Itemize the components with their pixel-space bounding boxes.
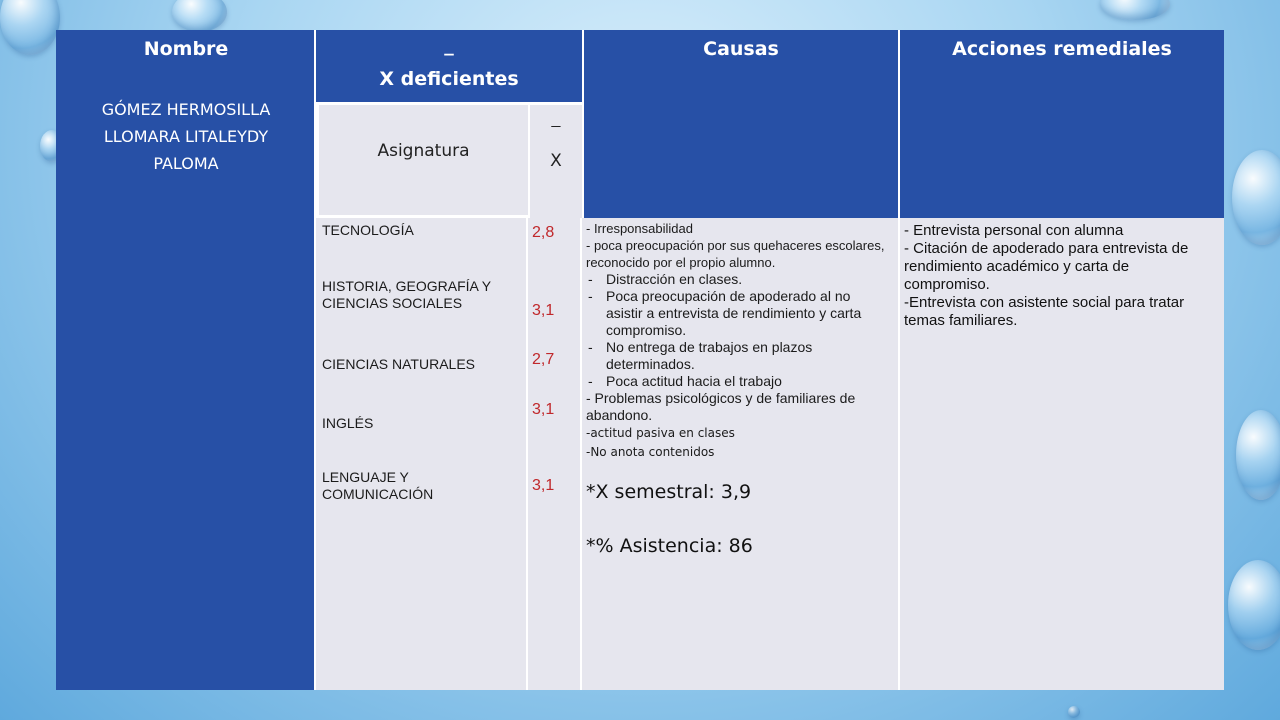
subheader-subject-cell	[316, 102, 528, 218]
water-drop-decoration	[1232, 150, 1280, 245]
subheader-average-label: X	[550, 151, 562, 171]
header-deficient-title: X deficientes	[379, 68, 519, 90]
action-item: - Citación de apoderado para entrevista de rendimiento académico y carta de compromiso.	[904, 240, 1189, 293]
cause-list-item: - Poca actitud hacia el trabajo	[586, 373, 890, 390]
subject-grade: 3,1	[532, 477, 555, 494]
header-actions-title: Acciones remediales	[952, 38, 1172, 60]
cause-list-item: - Poca preocupación de apoderado al no asistir a entrevista de rendimiento y carta compromiso.	[586, 288, 890, 339]
cause-item: - poca preocupación por sus quehaceres escolares, reconocido por el propio alumno.	[586, 238, 885, 270]
cause-item: -actitud pasiva en clases	[586, 426, 735, 440]
header-deficient-bar: _	[444, 34, 454, 56]
attendance-percentage: *% Asistencia: 86	[586, 535, 753, 557]
body-actions-cell	[898, 218, 1224, 690]
header-actions-cell	[898, 30, 1224, 218]
subject-grade: 3,1	[532, 302, 555, 319]
header-causes-title: Causas	[703, 38, 779, 60]
cause-item: - Irresponsabilidad	[586, 221, 693, 236]
header-name-cell	[56, 30, 316, 218]
student-name: GÓMEZ HERMOSILLA LLOMARA LITALEYDY PALOMA	[101, 100, 271, 173]
cause-item: - Problemas psicológicos y de familiares de abandono.	[586, 390, 856, 423]
subject-grade: 2,8	[532, 224, 555, 241]
body-subjects-cell	[316, 218, 526, 690]
cause-list-item: - No entrega de trabajos en plazos determinados.	[586, 339, 890, 373]
causes-list	[586, 271, 890, 390]
action-item: - Entrevista personal con alumna	[904, 222, 1124, 239]
subheader-subject-label: Asignatura	[377, 141, 470, 161]
subject-name: LENGUAJE Y COMUNICACIÓN	[322, 469, 434, 502]
subject-name: TECNOLOGÍA	[322, 222, 414, 238]
subheader-average-bar: _	[551, 111, 561, 128]
action-item: -Entrevista con asistente social para tratar temas familiares.	[904, 294, 1185, 329]
subject-grade: 3,1	[532, 401, 555, 418]
subject-grade: 2,7	[532, 351, 555, 368]
body-causes-cell	[582, 218, 898, 690]
water-drop-decoration	[172, 0, 227, 32]
water-drop-decoration	[0, 0, 60, 55]
water-drop-decoration	[1228, 560, 1280, 650]
water-drop-decoration	[1068, 706, 1080, 718]
water-drop-decoration	[1100, 0, 1170, 20]
header-causes-cell	[582, 30, 898, 218]
body-grades-cell	[526, 218, 582, 690]
water-drop-decoration	[1236, 410, 1280, 500]
subject-name: HISTORIA, GEOGRAFÍA Y CIENCIAS SOCIALES	[322, 278, 491, 311]
cause-list-item: - Distracción en clases.	[586, 271, 890, 288]
header-name-title: Nombre	[143, 38, 229, 60]
semester-average: *X semestral: 3,9	[586, 481, 752, 503]
subject-name: CIENCIAS NATURALES	[322, 356, 475, 372]
subheader-average-cell	[528, 102, 582, 218]
subject-name: INGLÉS	[322, 415, 374, 431]
header-deficient-cell	[316, 30, 582, 102]
body-name-cell	[56, 218, 316, 690]
student-report-table	[56, 30, 1224, 690]
cause-item: -No anota contenidos	[586, 445, 715, 459]
